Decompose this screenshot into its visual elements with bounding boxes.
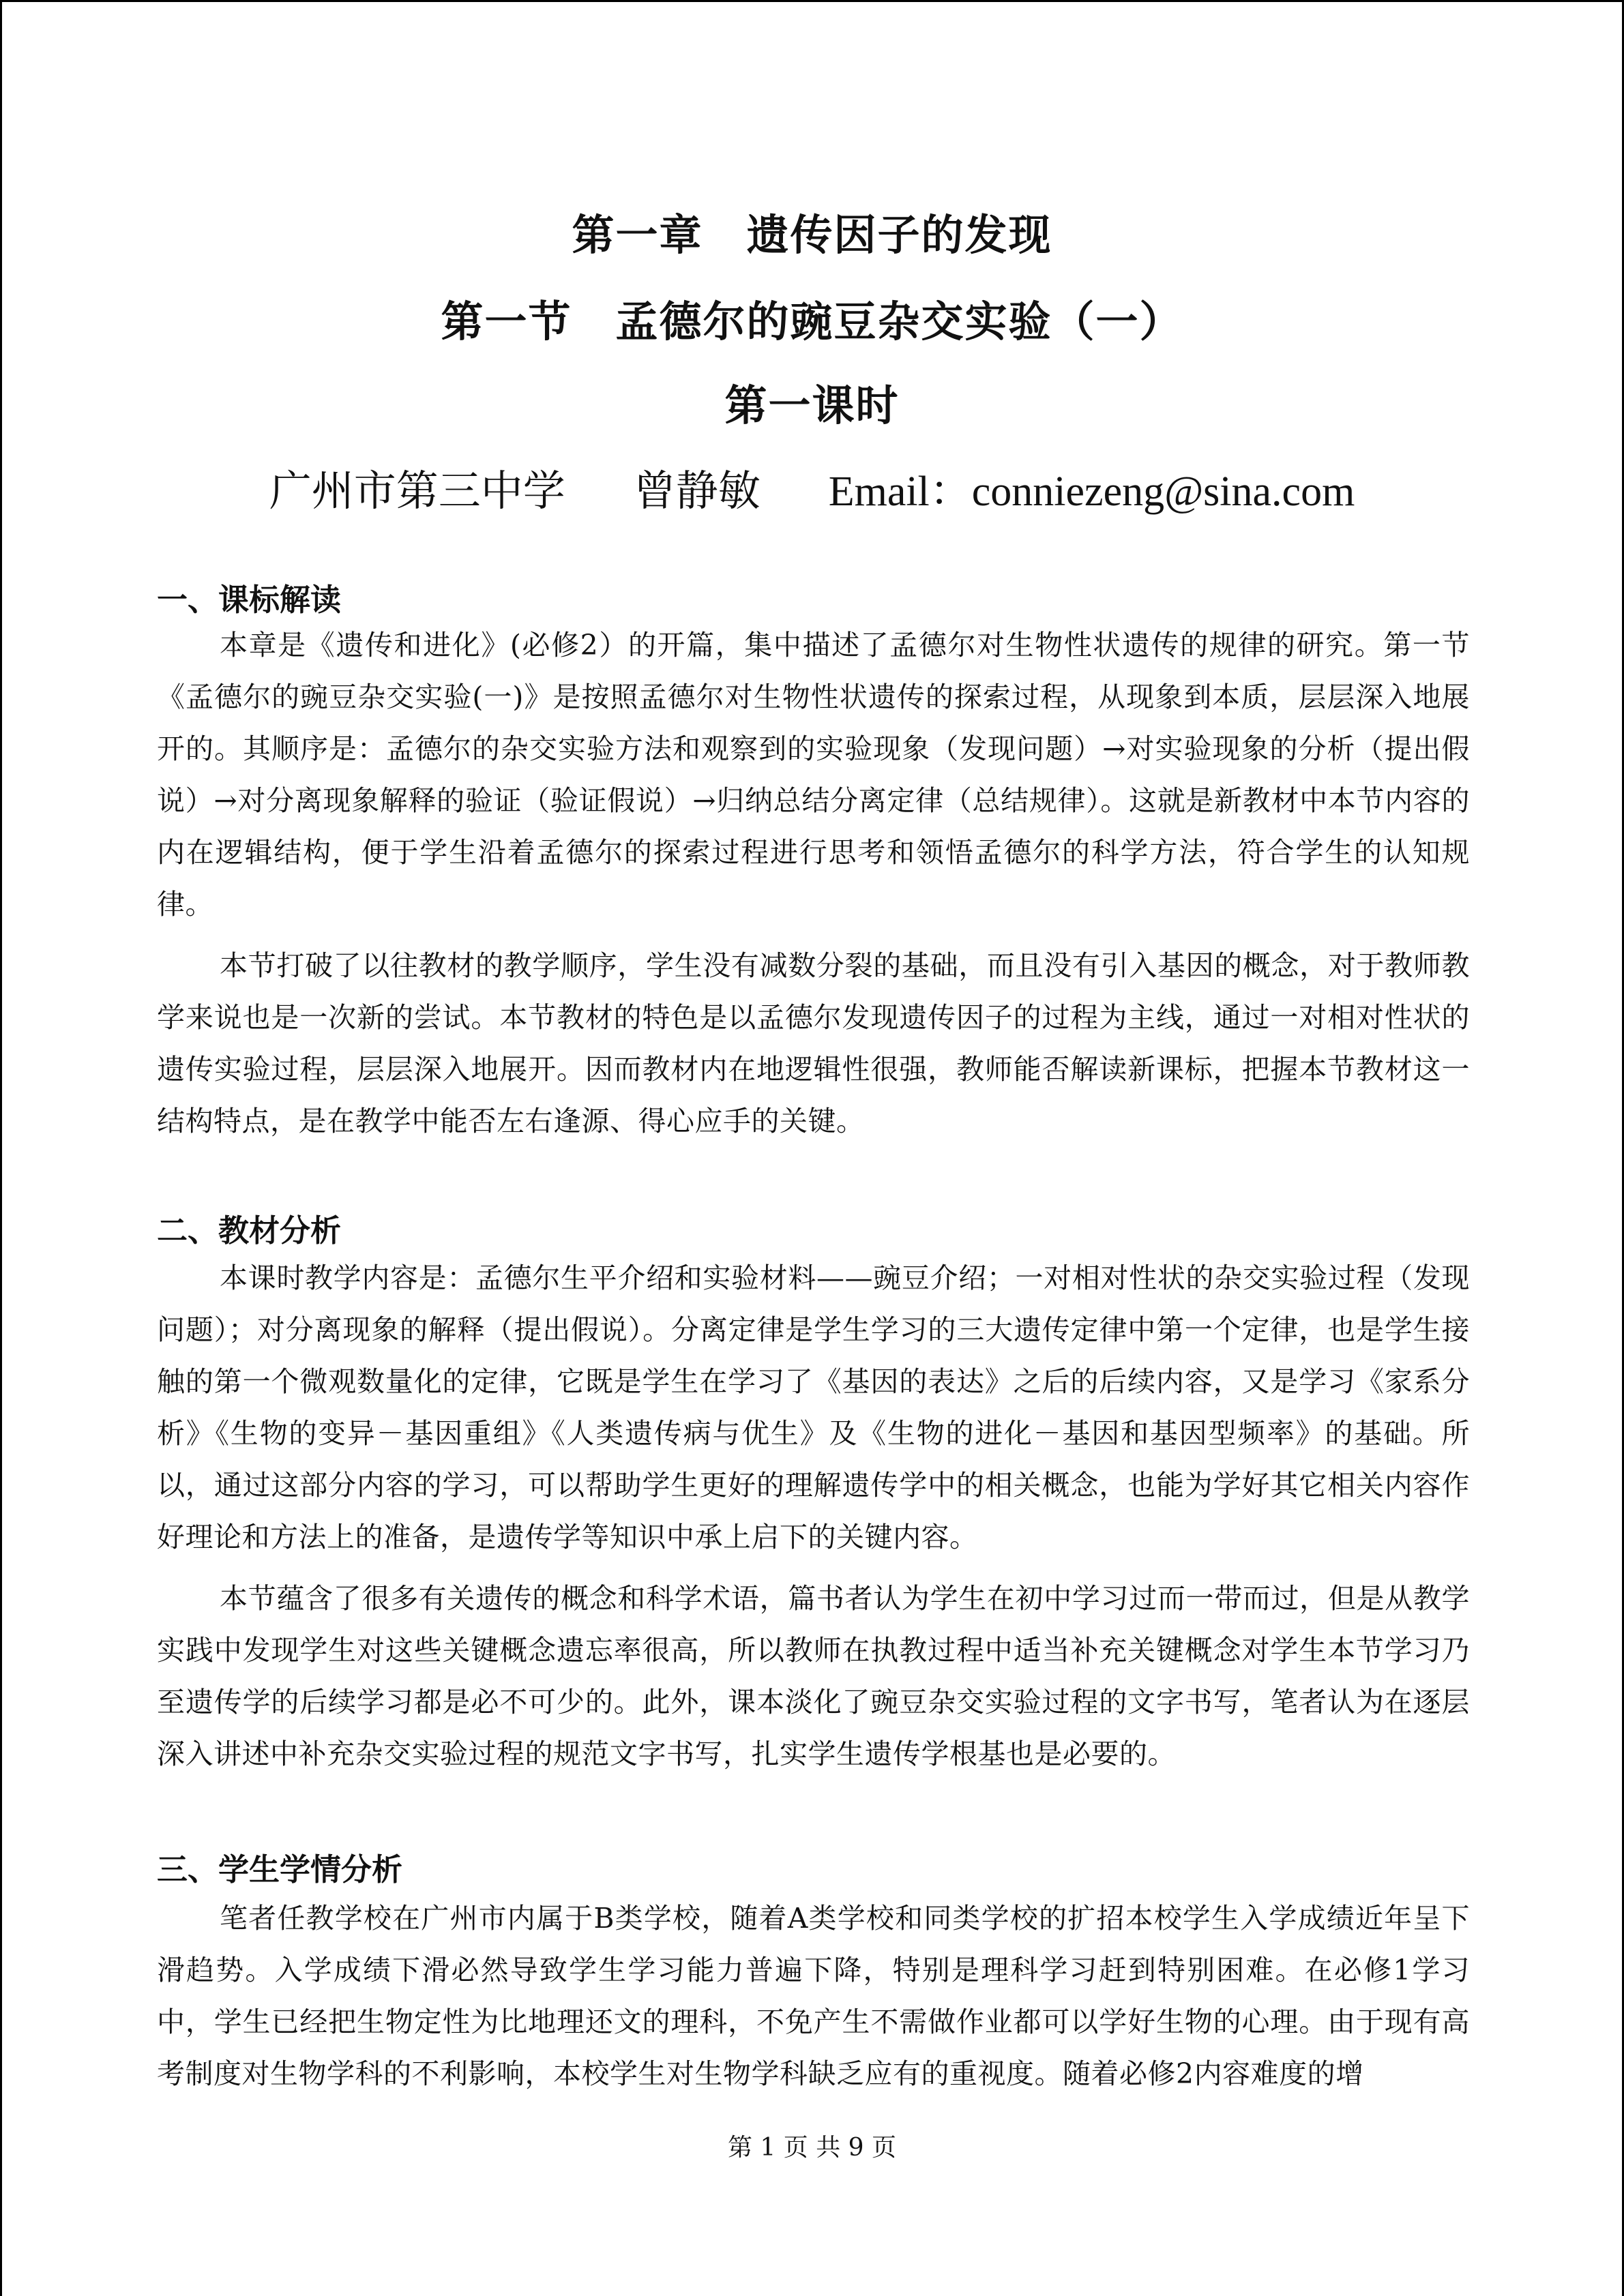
section-heading-students: 三、学生学情分析 xyxy=(157,1851,403,1888)
page-border-top xyxy=(0,0,1624,2)
chapter-title: 第一章 遗传因子的发现 xyxy=(572,210,1052,260)
section-title: 第一节 孟德尔的豌豆杂交实验（一） xyxy=(441,297,1183,346)
paragraph: 笔者任教学校在广州市内属于B类学校，随着A类学校和同类学校的扩招本校学生入学成绩近年呈下滑趋势。入学成绩下滑必然导致学生学习能力普遍下降，特别是理科学习赶到特别困难。在必修1学习中，学生已经把生物定性为比地理还文的理科，不免产生不需做作业都可以学好生物的心理。由于现有高考制度对生物学科的不利影响，本校学生对生物学科缺乏应有的重视度。随着必修2内容难度的增 xyxy=(157,1902,1470,2090)
paragraph: 本节打破了以往教材的教学顺序，学生没有减数分裂的基础，而且没有引入基因的概念，对于教师教学来说也是一次新的尝试。本节教材的特色是以孟德尔发现遗传因子的过程为主线，通过一对相对性状的遗传实验过程，层层深入地展开。因而教材内在地逻辑性很强，教师能否解读新课标，把握本节教材这一结构特点，是在教学中能否左右逢源、得心应手的关键。 xyxy=(157,949,1470,1137)
author-school: 广州市第三中学 xyxy=(269,466,565,516)
section-heading-curriculum: 一、课标解读 xyxy=(157,582,342,618)
paragraph: 本课时教学内容是：孟德尔生平介绍和实验材料——豌豆介绍；一对相对性状的杂交实验过程（发现问题）；对分离现象的解释（提出假说）。分离定律是学生学习的三大遗传定律中第一个定律，也是学生接触的第一个微观数量化的定律，它既是学生在学习了《基因的表达》之后的后续内容，又是学习《家系分析》《生物的变异－基因重组》《人类遗传病与优生》及《生物的进化－基因和基因型频率》的基础。所以，通过这部分内容的学习，可以帮助学生更好的理解遗传学中的相关概念，也能为学好其它相关内容作好理论和方法上的准备，是遗传学等知识中承上启下的关键内容。 xyxy=(157,1262,1470,1553)
paragraph: 本章是《遗传和进化》(必修2）的开篇，集中描述了孟德尔对生物性状遗传的规律的研究。第一节《孟德尔的豌豆杂交实验(一)》是按照孟德尔对生物性状遗传的探索过程，从现象到本质，层层深入地展开的。其顺序是：孟德尔的杂交实验方法和观察到的实验现象（发现问题）→对实验现象的分析（提出假说）→对分离现象解释的验证（验证假说）→归纳总结分离定律（总结规律）。这就是新教材中本节内容的内在逻辑结构，便于学生沿着孟德尔的探索过程进行思考和领悟孟德尔的科学方法，符合学生的认知规律。 xyxy=(157,629,1470,921)
author-name: 曾静敏 xyxy=(633,466,761,516)
author-email: Email：conniezeng@sina.com xyxy=(828,468,1355,515)
author-line xyxy=(0,464,1624,519)
page-footer: 第 1 页 共 9 页 xyxy=(727,2134,897,2162)
section-heading-textbook: 二、教材分析 xyxy=(157,1212,342,1249)
paragraph: 本节蕴含了很多有关遗传的概念和科学术语，篇书者认为学生在初中学习过而一带而过，但是从教学实践中发现学生对这些关键概念遗忘率很高，所以教师在执教过程中适当补充关键概念对学生本节学习乃至遗传学的后续学习都是必不可少的。此外，课本淡化了豌豆杂交实验过程的文字书写，笔者认为在逐层深入讲述中补充杂交实验过程的规范文字书写，扎实学生遗传学根基也是必要的。 xyxy=(157,1582,1470,1770)
lesson-title: 第一课时 xyxy=(724,381,900,430)
